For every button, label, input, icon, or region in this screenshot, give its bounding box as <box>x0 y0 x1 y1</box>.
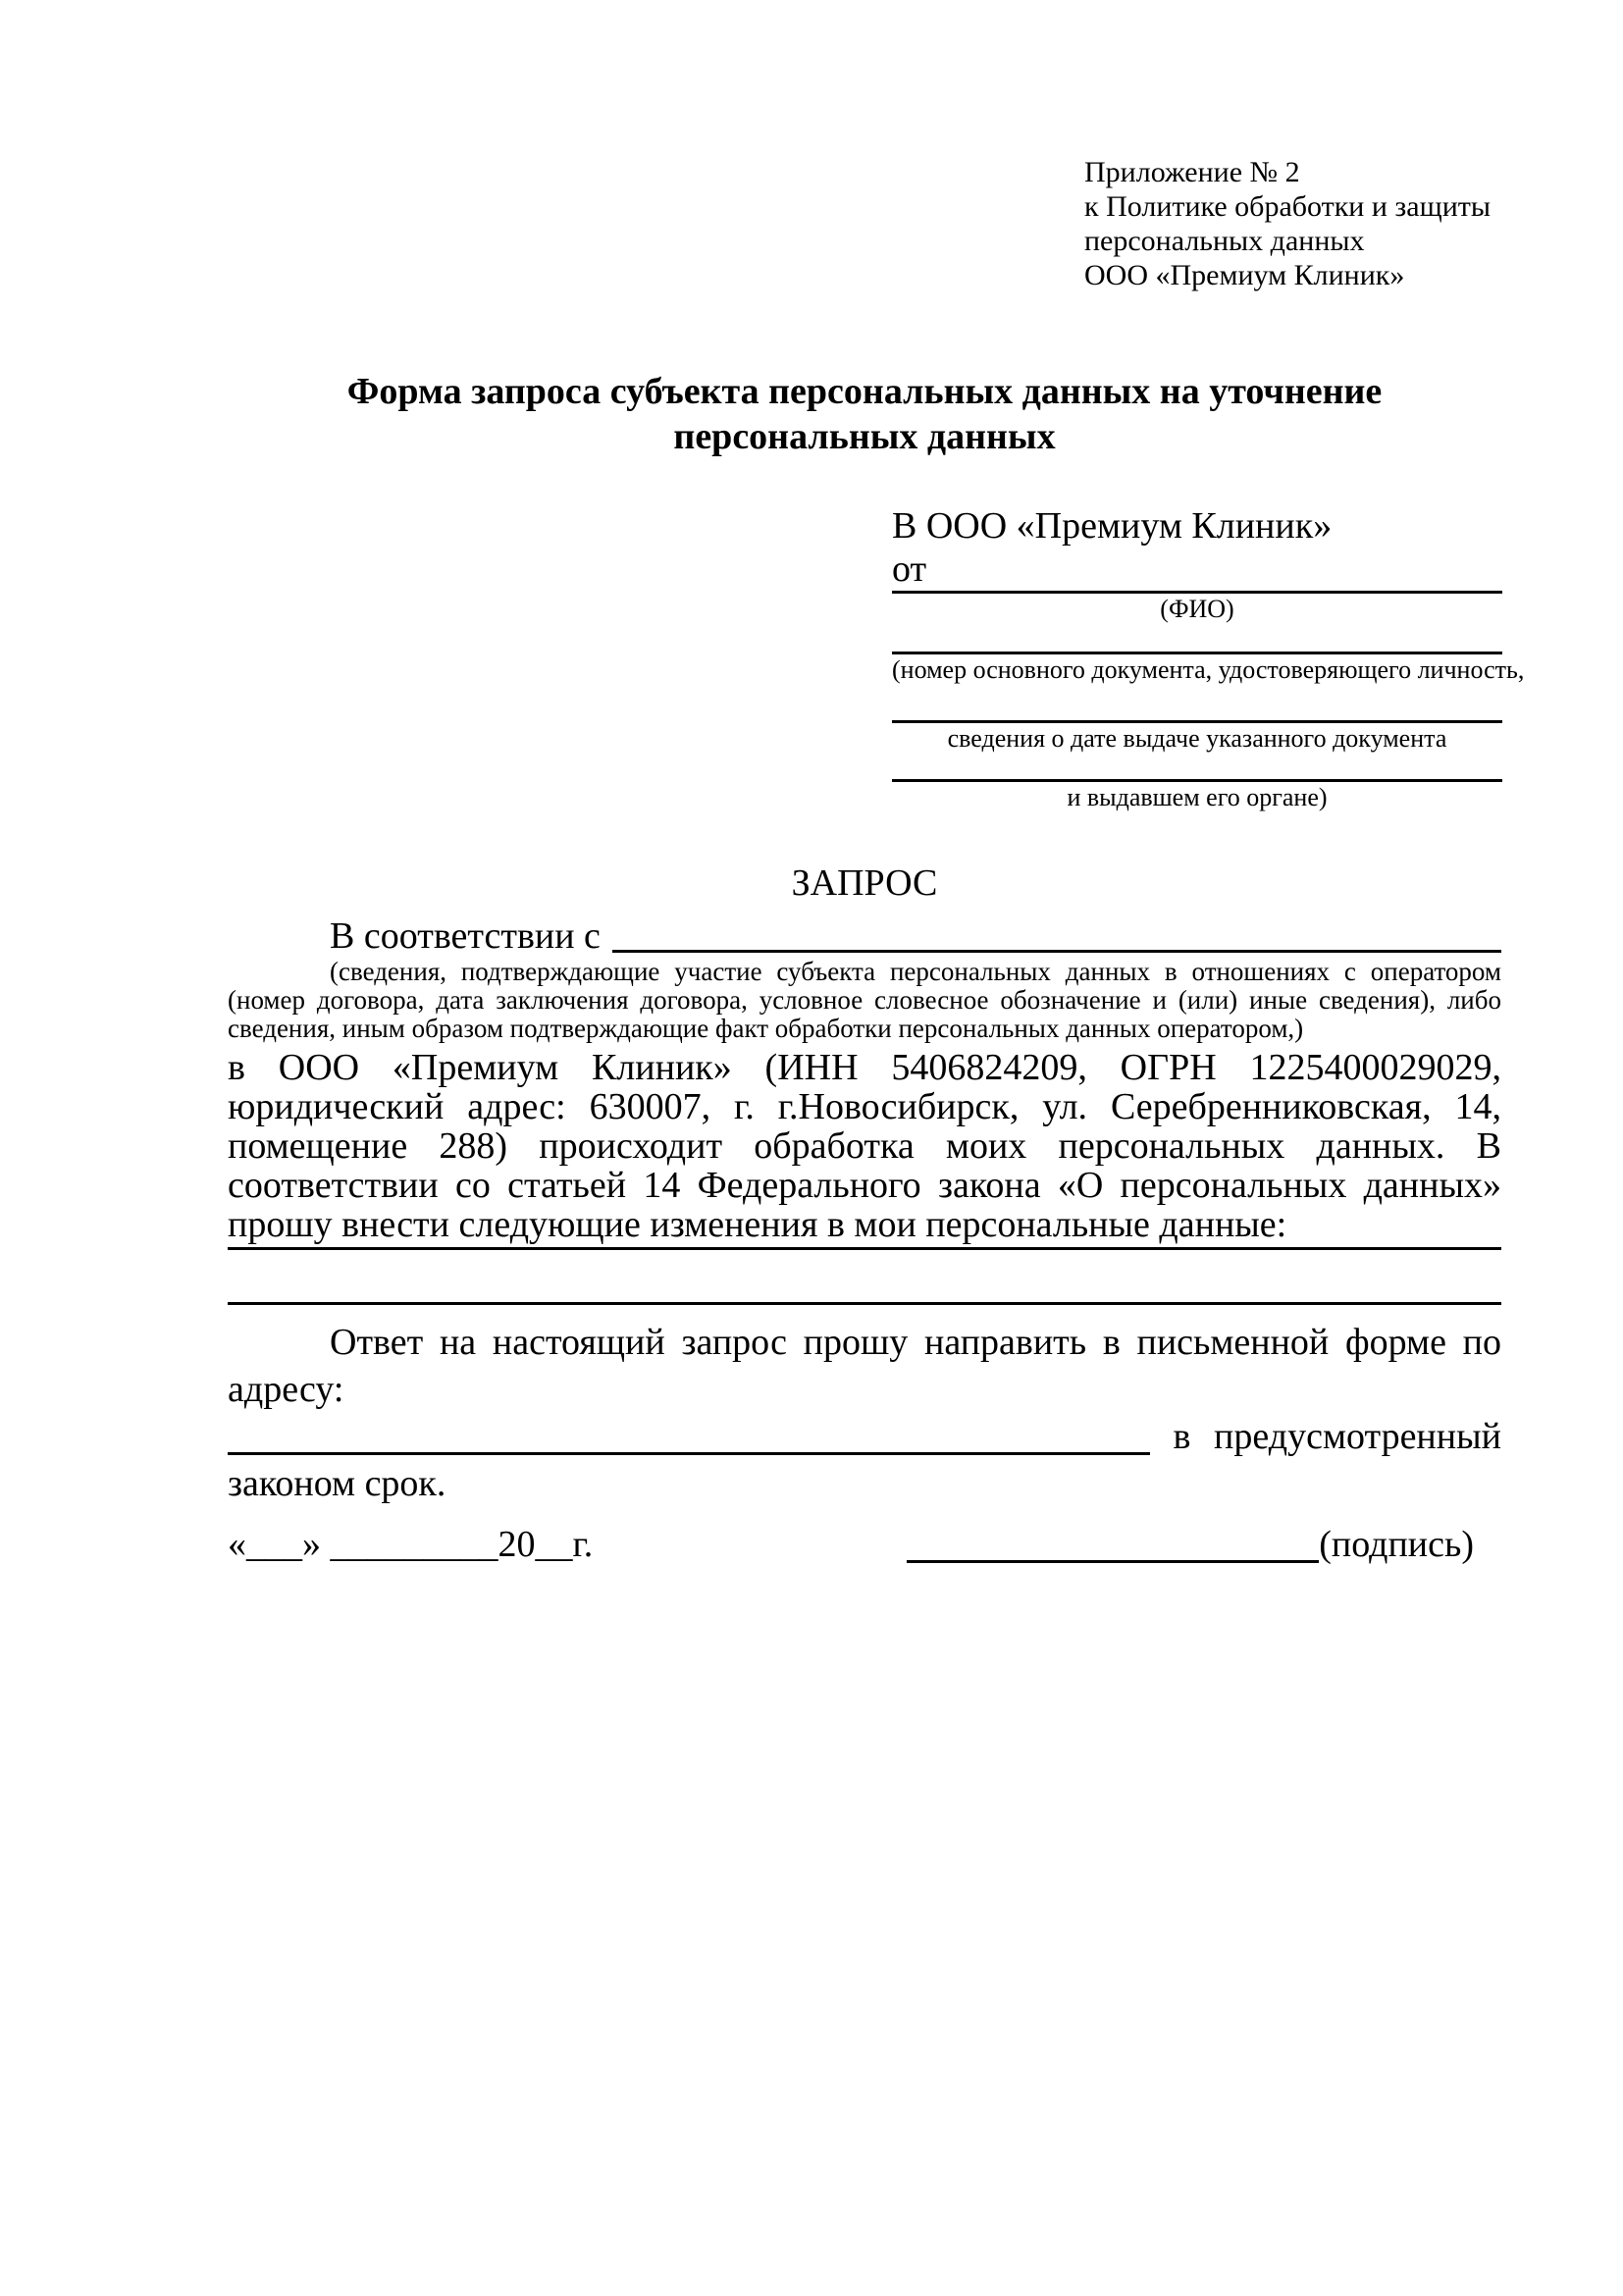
address-field-line[interactable] <box>228 1413 1150 1455</box>
explanatory-note: (сведения, подтверждающие участие субъекта персональных данных в отношениях с оператором (номер договора, дата заключения договора, условное словесное обозначение и (или) иные сведения), либо сведения, иным образом подтверждающие факт обработки персональных данных оператором,) <box>228 957 1501 1043</box>
fio-field-caption: (ФИО) <box>1160 595 1234 623</box>
appendix-line: ООО «Премиум Клиник» <box>1084 259 1405 291</box>
request-body: в ООО «Премиум Клиник» (ИНН 5406824209, ОГРН 1225400029029, юридический адрес: 630007, г. г.Новосибирск, ул. Серебренниковская, 14, помещение 288) происходит обработка моих персональных данных. В соответствии со статьей 14 Федерального закона «О персональных данных» прошу внести следующие изменения в мои персональные данные: <box>228 1047 1501 1245</box>
addressee-block <box>892 504 1525 812</box>
answer-line3: законом срок. <box>228 1463 446 1504</box>
intro-prefix: В соответствии с <box>330 915 601 957</box>
changes-field-line-2[interactable] <box>228 1250 1501 1305</box>
signature-caption: (подпись) <box>1319 1524 1474 1565</box>
issue-date-field-caption: сведения о дате выдаче указанного документа <box>947 724 1447 753</box>
appendix-line: персональных данных <box>1084 225 1365 257</box>
page-title-line2: персональных данных <box>673 416 1056 457</box>
signature-group <box>907 1521 1474 1568</box>
answer-word-predusmotrennyj: предусмотренный <box>1214 1416 1501 1457</box>
basis-field-line[interactable] <box>612 914 1501 953</box>
document-content <box>228 155 1525 1568</box>
answer-line1: Ответ на настоящий запрос прошу направить в письменной форме по адресу: <box>228 1322 1501 1410</box>
document-number-field-caption: (номер основного документа, удостоверяющего личность, <box>892 655 1525 684</box>
issuing-authority-field-caption: и выдавшем его органе) <box>1067 783 1328 811</box>
answer-word-v: в <box>1173 1416 1191 1457</box>
answer-paragraph <box>228 1319 1501 1507</box>
addressee-to: В ООО «Премиум Клиник» <box>892 505 1333 547</box>
answer-line2 <box>228 1413 1501 1460</box>
page-title <box>228 369 1501 459</box>
footer-row <box>228 1521 1501 1568</box>
request-heading: ЗАПРОС <box>791 862 938 904</box>
appendix-line: к Политике обработки и защиты <box>1084 190 1492 223</box>
appendix-line: Приложение № 2 <box>1084 156 1300 188</box>
appendix-block <box>1084 155 1501 292</box>
date-blank[interactable]: «___» _________20__г. <box>228 1524 594 1565</box>
signature-field-line[interactable] <box>907 1521 1319 1563</box>
addressee-from-label: от <box>892 548 927 590</box>
page-title-line1: Форма запроса субъекта персональных данных на уточнение <box>346 371 1383 412</box>
intro-row <box>228 914 1501 958</box>
